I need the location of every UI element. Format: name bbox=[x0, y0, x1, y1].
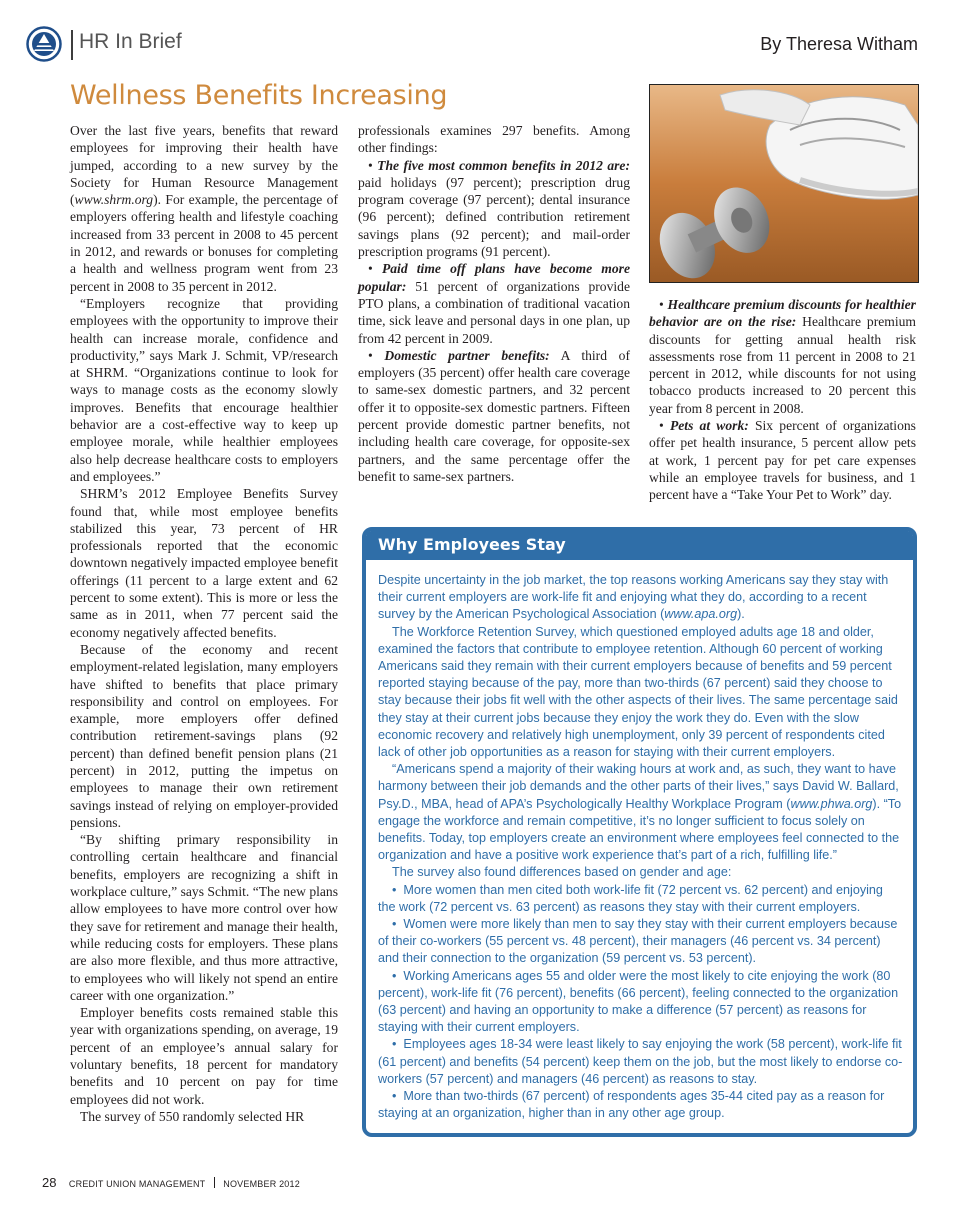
bullet-item: • Women were more likely than men to say they stay with their current employers because of their co-workers (55 percent vs. 48 percent), their managers (46 percent vs. 34 percent) and their connection to the organization (59 percent vs. 53 percent). bbox=[378, 917, 898, 966]
page-number: 28 bbox=[42, 1175, 57, 1190]
paragraph: Despite uncertainty in the job market, the top reasons working Americans say they stay with their current employers are work-life fit and enjoying what they do, according to a recent survey by the American Psychological Association (www.apa.org). bbox=[378, 573, 889, 622]
paragraph: Over the last five years, benefits that reward employees for improving their health have jumped, according to a new survey by the Society for Human Resource Management (www.shrm.org). For example, the percentage of employers offering health and lifestyle coaching increased from 33 percent in 2008 to 45 percent in 2012, and rewards or bonuses for completing a health and wellness program went from 23 percent in 2008 to 35 percent in 2012. bbox=[70, 123, 338, 294]
photo-illustration bbox=[650, 85, 918, 282]
paragraph: SHRM’s 2012 Employee Benefits Survey found that, while most employee benefits stabilized this year, 73 percent of HR professionals reported that the economic downtown negatively impacted employee benefit offerings (11 percent to a large extent and 62 percent to some extent). This is more or less the same as in 2011, when 77 percent said the economy negatively affected benefits. bbox=[70, 486, 339, 640]
paragraph: Employer benefits costs remained stable this year with organizations spending, on average, 19 percent of an employee’s annual salary for voluntary benefits, 18 percent for mandatory benefits and 10 percent on pay for time employees did not work. bbox=[70, 1005, 338, 1107]
footer-divider bbox=[214, 1177, 215, 1188]
bullet-item: • Healthcare premium discounts for healthier behavior are on the rise: Healthcare premium discounts for getting annual health risk assessments rose from 11 percent in 2008 to 21 percent in 2012, while discounts for not using tobacco products increased to 20 percent this year from 8 percent in 2008. bbox=[649, 297, 916, 416]
paragraph: The survey of 550 randomly selected HR bbox=[80, 1108, 305, 1124]
section-name: HR In Brief bbox=[79, 30, 182, 53]
sneakers-dumbbell-photo bbox=[649, 84, 919, 283]
paragraph: The survey also found differences based on gender and age: bbox=[392, 865, 732, 880]
header-divider bbox=[71, 30, 73, 60]
bullet-item: • The five most common benefits in 2012 are: paid holidays (97 percent); prescription drug program coverage (97 percent); dental insurance (96 percent); defined contribution retirement savings plans (92 percent); and mail-order prescription programs (91 percent). bbox=[358, 157, 630, 260]
publication-name: CREDIT UNION MANAGEMENT bbox=[68, 1179, 206, 1189]
paragraph: Because of the economy and recent employment-related legislation, many employers have shifted to benefits that place primary responsibility and control on employees. For example, more employers offer defined contribution retirement-savings plans (92 percent) than defined benefit pension plans (21 percent) in 2012, putting the impetus on employees to manage their own retirement savings instead of relying on employer-provided pensions. bbox=[70, 641, 338, 830]
sidebar-body bbox=[378, 572, 903, 1123]
logo-icon bbox=[26, 26, 62, 62]
sidebar-title: Why Employees Stay bbox=[378, 535, 566, 554]
article-title: Wellness Benefits Increasing bbox=[70, 80, 448, 111]
bullet-item: • Pets at work: Six percent of organizations offer pet health insurance, 5 percent allow pets at work, 1 percent pay for pet care expenses while an employee travels for business, and 1 percent have a “Take Your Pet to Work” day. bbox=[649, 418, 916, 503]
bullet-item: • More women than men cited both work-life fit (72 percent vs. 62 percent) and enjoying the work (72 percent vs. 63 percent) as reasons they stay with their current employers. bbox=[378, 882, 883, 914]
paragraph: The Workforce Retention Survey, which questioned employed adults age 18 and older, examined the factors that contribute to employee retention. Although 60 percent of working Americans said they remain with their current employers because of benefits and 59 percent reported staying because of the pay, more than two-thirds (67 percent) said they choose to stay because their jobs fit well with the other aspects of their lives. The same percentage said they stay at their current jobs because they enjoy the work they do. Even with the slow economic recovery and relatively high unemployment, only 39 percent of respondents cited lack of other job opportunities as a reason for staying with their current employers. bbox=[378, 624, 898, 760]
bullet-item: • Working Americans ages 55 and older were the most likely to cite enjoying the work (80 percent), work-life fit (76 percent), benefits (66 percent), feeling connected to the organization (63 percent) and having an opportunity to make a difference (57 percent) as reasons for staying with their current employers. bbox=[378, 968, 899, 1035]
page-header bbox=[26, 26, 918, 64]
bullet-item: • Domestic partner benefits: A third of employers (35 percent) offer health care coverage to same-sex domestic partners, and 32 percent offer it to opposite-sex domestic partners. Fifteen percent provide domestic partner benefits, not including health care coverage, for opposite-sex partners, and the same percentage offer the benefit to same-sex partners. bbox=[358, 347, 630, 484]
paragraph: “Americans spend a majority of their waking hours at work and, as such, they want to have harmony between their job demands and the other parts of their lives,” says David W. Ballard, Psy.D., MBA, head of APA’s Psychologically Healthy Workplace Program (www.phwa.org). “To engage the workforce and remain competitive, it’s no longer sufficient to focus solely on benefits. Today, top employers create an environment where employees feel connected to the organization and have a positive work experience that’s part of a rich, fulfilling life.” bbox=[378, 762, 902, 863]
issue-date: NOVEMBER 2012 bbox=[223, 1179, 300, 1189]
bullet-item: • Employees ages 18-34 were least likely to say enjoying the work (58 percent), work-life fit (61 percent) and benefits (54 percent) keep them on the job, but the most likely to endorse co-workers (57 percent) and managers (46 percent) as reasons to stay. bbox=[378, 1037, 903, 1086]
article-column-3 bbox=[649, 296, 916, 504]
article-column-1 bbox=[70, 122, 338, 1125]
paragraph: professionals examines 297 benefits. Among other findings: bbox=[358, 123, 630, 156]
page-footer bbox=[42, 1174, 300, 1192]
article-column-2 bbox=[358, 122, 630, 485]
paragraph: “By shifting primary responsibility in controlling certain healthcare and financial benefits, employers are recognizing a shift in workplace culture,” says Schmit. “The new plans allow employees to have more control over how they save for retirement and manage their health, while reducing costs for employers. These plans are also more flexible, and thus more attractive, to employees who will likely not spend an entire career with one organization.” bbox=[70, 832, 339, 1003]
paragraph: “Employers recognize that providing employees with the opportunity to improve their health can increase morale, confidence and productivity,” says Mark J. Schmit, VP/research at SHRM. “Organizations continue to look for ways to manage costs as the economy slowly improves. Benefits that encourage healthier behavior are a cost-effective way to keep up employee morale, while healthier employees also help decrease healthcare costs to employers and employees.” bbox=[70, 295, 338, 484]
bullet-item: • Paid time off plans have become more popular: 51 percent of organizations provide PTO plans, a combination of traditional vacation time, sick leave and personal days in one plan, up from 42 percent in 2009. bbox=[358, 261, 630, 346]
byline: By Theresa Witham bbox=[760, 34, 918, 54]
sidebar-box bbox=[362, 527, 917, 1137]
bullet-item: • More than two-thirds (67 percent) of respondents ages 35-44 cited pay as a reason for staying at an organization, higher than in any other age group. bbox=[378, 1089, 885, 1121]
